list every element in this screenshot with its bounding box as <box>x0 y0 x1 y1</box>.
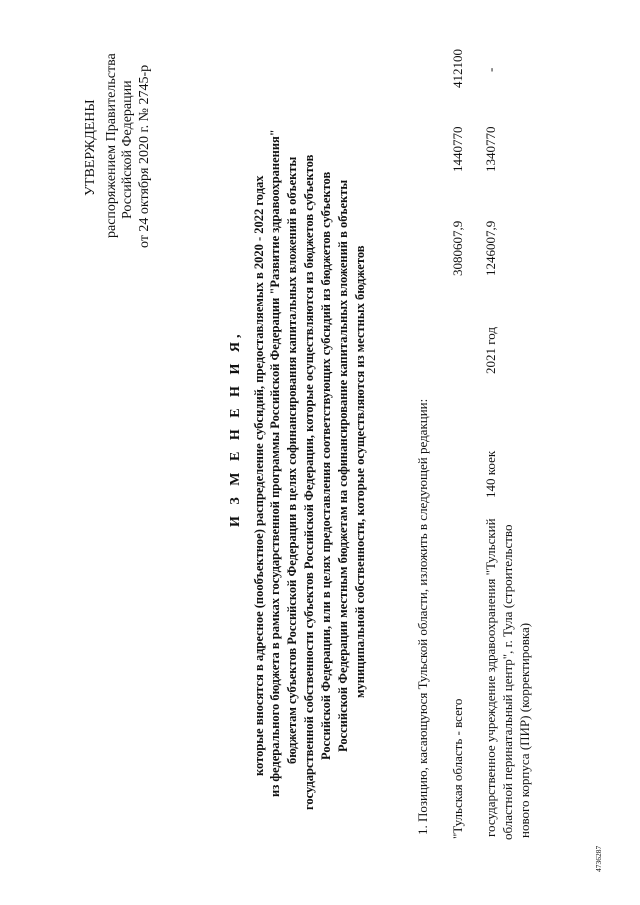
row-2020: 1440770 <box>450 126 465 172</box>
subtitle-line: из федерального бюджета в рамках государственной программы Российской Федерации "Развитие здравоохранения" <box>268 129 282 797</box>
subtitle-line: государственной собственности субъектов Российской Федерации, которые осуществляются из бюджетов субъектов <box>302 154 316 810</box>
subtitle-line: бюджетам субъектов Российской Федерации в целях софинансирования капитальных вложений в объекты <box>285 156 299 764</box>
row-total: 1246007,9 <box>483 220 498 276</box>
row-2020: 1340770 <box>483 126 498 172</box>
approval-heading: УТВЕРЖДЕНЫ <box>83 99 98 196</box>
approval-line-2: Российской Федерации <box>120 80 135 219</box>
subtitle-line: Российской Федерации местным бюджетам на софинансирование капитальных вложений в объекты <box>336 179 350 752</box>
approval-line-3: от 24 октября 2020 г. № 2745-р <box>137 64 152 248</box>
row-name-line: областной перинатальный центр", г. Тула (строительство <box>500 524 515 840</box>
row-name-line: "Тульская область - всего <box>450 698 465 839</box>
subtitle-line: муниципальной собственности, которые осуществляются из местных бюджетов <box>353 245 367 698</box>
row-total: 3080607,9 <box>450 220 465 276</box>
row-2021: - <box>483 67 498 72</box>
row-year: 2021 год <box>483 327 498 374</box>
document-title: И З М Е Н Е Н И Я, <box>228 330 243 527</box>
subtitle-line: Российской Федерации, или в целях предоставления соответствующих субсидий из бюджетов субъектов <box>319 171 333 760</box>
approval-line-1: распоряжением Правительства <box>104 53 119 238</box>
row-capacity: 140 коек <box>483 450 498 498</box>
subtitle-line: которые вносятся в адресное (пообъектное) распределение субсидий, предоставляемых в 2020 - 2022 годах <box>252 175 266 776</box>
row-name-line: нового корпуса (ПИР) (корректировка) <box>517 622 532 838</box>
row-name-line: государственное учреждение здравоохранения "Тульский <box>483 518 498 837</box>
document-id: 4736287 <box>594 845 603 872</box>
row-2021: 412100 <box>450 49 465 88</box>
item-intro: 1. Позицию, касающуюся Тульской области, изложить в следующей редакции: <box>415 398 430 835</box>
